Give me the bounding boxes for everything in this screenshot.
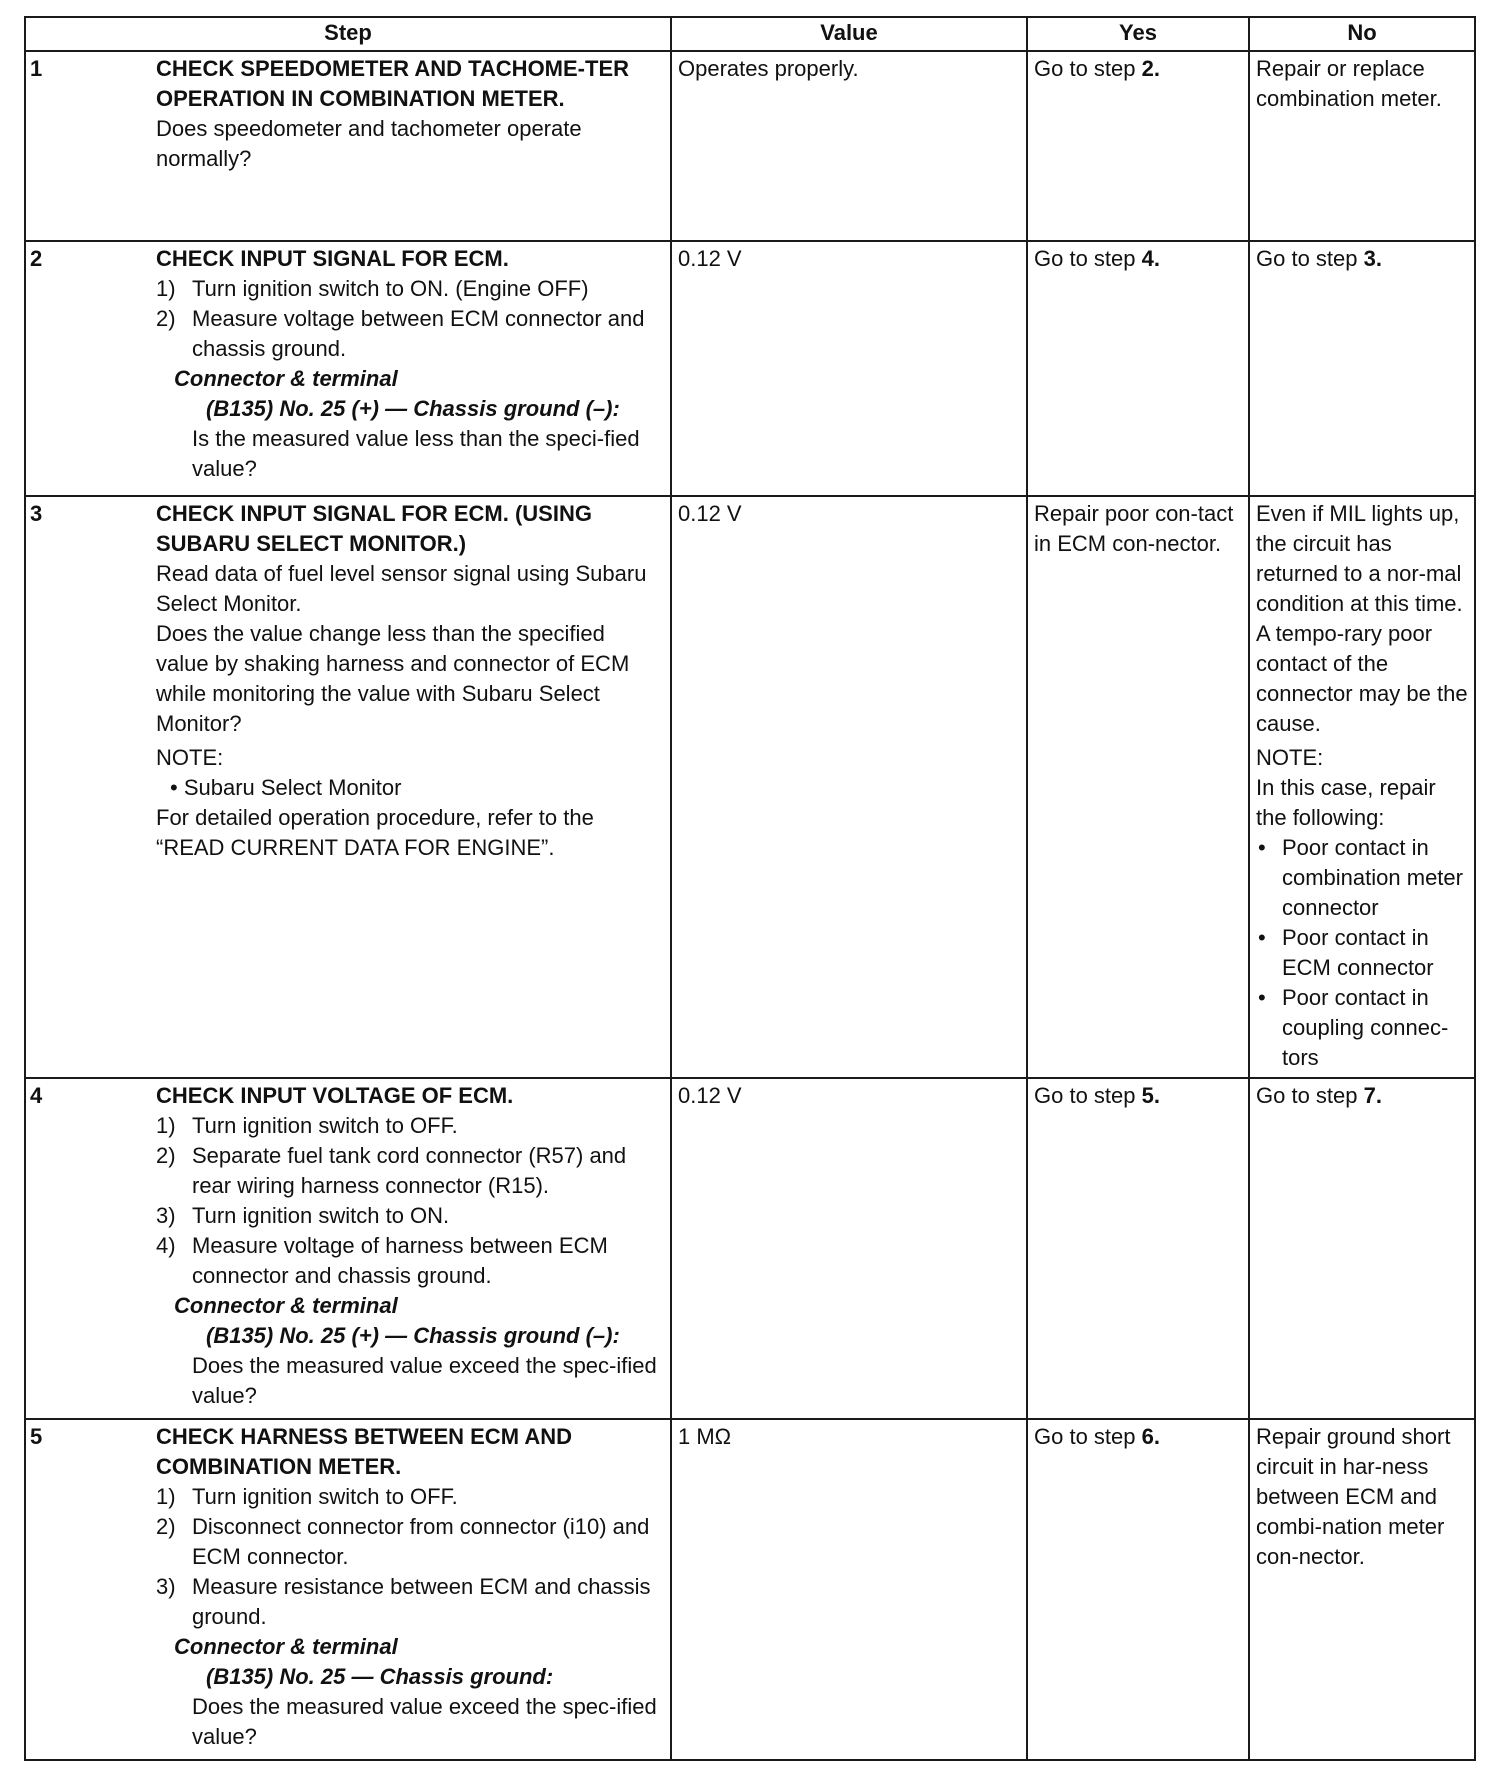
step-title: CHECK INPUT VOLTAGE OF ECM. xyxy=(156,1083,514,1108)
value-cell: Operates properly. xyxy=(671,51,1027,241)
header-row xyxy=(25,17,1475,51)
yes-step-ref: 5. xyxy=(1141,1083,1160,1108)
note-text: For detailed operation procedure, refer to the “READ CURRENT DATA FOR ENGINE”. xyxy=(156,805,594,860)
procedure-item: 1) Turn ignition switch to OFF. xyxy=(156,1484,458,1509)
step-title: CHECK INPUT SIGNAL FOR ECM. (USING SUBARU SELECT MONITOR.) xyxy=(156,501,592,556)
procedure-item: 4) Measure voltage of harness between ECM connector and chassis ground. xyxy=(156,1233,608,1288)
no-step-ref: 3. xyxy=(1363,246,1382,271)
value-cell: 0.12 V xyxy=(671,241,1027,496)
procedure-item: 2) Separate fuel tank cord connector (R57) and rear wiring harness connector (R15). xyxy=(156,1143,627,1198)
no-cell xyxy=(1249,1078,1475,1419)
no-bullet-item: • Poor contact in ECM connector xyxy=(1258,925,1434,980)
step-question: Does speedometer and tachometer operate normally? xyxy=(156,116,582,171)
yes-text: Go to step xyxy=(1034,1424,1142,1449)
step-cell xyxy=(25,1078,671,1419)
no-text: Go to step xyxy=(1256,1083,1364,1108)
step-question: Is the measured value less than the speci-fied value? xyxy=(192,426,640,481)
note-label: NOTE: xyxy=(156,745,224,770)
step-number: 4 xyxy=(30,1083,43,1108)
header-no: No xyxy=(1249,17,1475,51)
yes-cell xyxy=(1027,1078,1249,1419)
yes-text: Go to step xyxy=(1034,246,1142,271)
step-instruction: Read data of fuel level sensor signal using Subaru Select Monitor. xyxy=(156,561,647,616)
connector-terminal-label: Connector & terminal xyxy=(174,366,398,391)
connector-terminal-label: Connector & terminal xyxy=(174,1634,398,1659)
value-cell: 1 MΩ xyxy=(671,1419,1027,1760)
value-cell: 0.12 V xyxy=(671,496,1027,1078)
no-note-label: NOTE: xyxy=(1256,745,1324,770)
step-title: CHECK INPUT SIGNAL FOR ECM. xyxy=(156,246,509,271)
procedure-item: 1) Turn ignition switch to ON. (Engine OFF) xyxy=(156,276,589,301)
step-question: Does the measured value exceed the spec-ified value? xyxy=(192,1353,657,1408)
step-number: 3 xyxy=(30,501,43,526)
step-cell xyxy=(25,1419,671,1760)
table-row xyxy=(25,241,1475,496)
step-question: Does the measured value exceed the spec-ified value? xyxy=(192,1694,657,1749)
yes-cell xyxy=(1027,51,1249,241)
table-row xyxy=(25,1419,1475,1760)
step-title: CHECK HARNESS BETWEEN ECM AND COMBINATION METER. xyxy=(156,1424,572,1479)
no-cell xyxy=(1249,496,1475,1078)
connector-terminal-label: Connector & terminal xyxy=(174,1293,398,1318)
yes-text: Go to step xyxy=(1034,56,1142,81)
value-cell: 0.12 V xyxy=(671,1078,1027,1419)
no-cell: Repair ground short circuit in har-ness between ECM and combi-nation meter con-nector. xyxy=(1249,1419,1475,1760)
yes-step-ref: 6. xyxy=(1141,1424,1160,1449)
yes-step-ref: 4. xyxy=(1141,246,1160,271)
connector-terminal-value: (B135) No. 25 (+) — Chassis ground (–): xyxy=(206,1323,620,1348)
procedure-item: 2) Disconnect connector from connector (i10) and ECM connector. xyxy=(156,1514,650,1569)
no-cell xyxy=(1249,241,1475,496)
no-note-text: In this case, repair the following: xyxy=(1256,775,1436,830)
step-number: 2 xyxy=(30,246,43,271)
yes-cell xyxy=(1027,241,1249,496)
step-cell xyxy=(25,51,671,241)
step-question: Does the value change less than the specified value by shaking harness and connector of ECM while monitoring the value with Subaru Select Monitor? xyxy=(156,621,630,736)
yes-text: Go to step xyxy=(1034,1083,1142,1108)
step-title: CHECK SPEEDOMETER AND TACHOME-TER OPERATION IN COMBINATION METER. xyxy=(156,56,630,111)
step-number: 1 xyxy=(30,56,43,81)
no-bullet-item: • Poor contact in coupling connec-tors xyxy=(1258,985,1449,1070)
yes-cell xyxy=(1027,1419,1249,1760)
no-step-ref: 7. xyxy=(1363,1083,1382,1108)
header-step: Step xyxy=(25,17,671,51)
troubleshooting-table xyxy=(24,16,1476,1761)
yes-cell: Repair poor con-tact in ECM con-nector. xyxy=(1027,496,1249,1078)
table-row xyxy=(25,1078,1475,1419)
table-row xyxy=(25,51,1475,241)
header-value: Value xyxy=(671,17,1027,51)
connector-terminal-value: (B135) No. 25 — Chassis ground: xyxy=(206,1664,554,1689)
step-cell xyxy=(25,241,671,496)
header-yes: Yes xyxy=(1027,17,1249,51)
procedure-item: 3) Turn ignition switch to ON. xyxy=(156,1203,450,1228)
table-row xyxy=(25,496,1475,1078)
connector-terminal-value: (B135) No. 25 (+) — Chassis ground (–): xyxy=(206,396,620,421)
no-cell: Repair or replace combination meter. xyxy=(1249,51,1475,241)
no-bullet-item: • Poor contact in combination meter connector xyxy=(1258,835,1463,920)
yes-step-ref: 2. xyxy=(1141,56,1160,81)
no-text: Even if MIL lights up, the circuit has returned to a nor-mal condition at this time. A tempo-rary poor contact of the connector may be the cause. xyxy=(1256,501,1468,736)
procedure-item: 1) Turn ignition switch to OFF. xyxy=(156,1113,458,1138)
step-cell xyxy=(25,496,671,1078)
no-text: Go to step xyxy=(1256,246,1364,271)
note-bullet: • Subaru Select Monitor xyxy=(170,775,402,800)
step-number: 5 xyxy=(30,1424,43,1449)
procedure-item: 3) Measure resistance between ECM and chassis ground. xyxy=(156,1574,651,1629)
procedure-item: 2) Measure voltage between ECM connector and chassis ground. xyxy=(156,306,645,361)
